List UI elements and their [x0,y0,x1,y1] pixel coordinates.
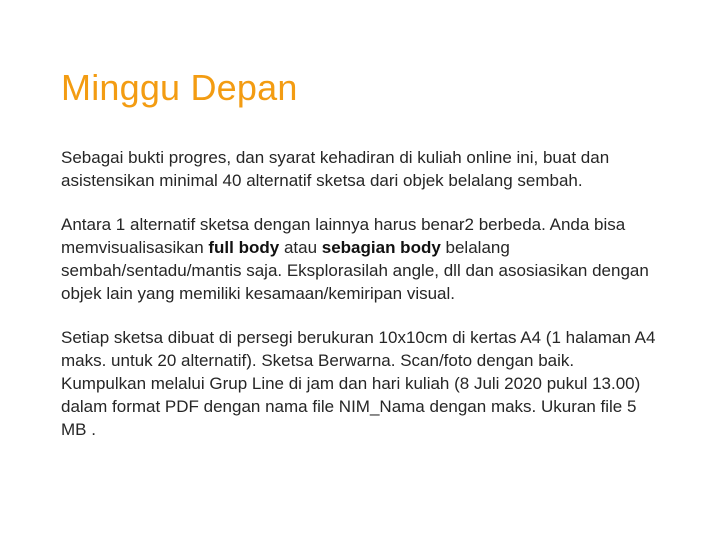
slide-body [61,146,661,462]
paragraph-alternatives [61,213,661,305]
slide-title: Minggu Depan [61,67,298,108]
bold-partial-body: sebagian body [321,238,441,257]
bold-full-body: full body [208,238,280,257]
paragraph-submission: Setiap sketsa dibuat di persegi berukuran 10x10cm di kertas A4 (1 halaman A4 maks. untuk 20 alternatif). Sketsa Berwarna. Scan/foto dengan baik. Kumpulkan melalui Grup Line di jam dan hari kuliah (8 Juli 2020 pukul 13.00) dalam format PDF dengan nama file NIM_Nama dengan maks. Ukuran file 5 MB . [61,328,656,439]
paragraph-alternatives-text-1: Antara 1 alternatif sketsa dengan lainnya harus benar2 berbeda. Anda bisa memvisualisasikan [61,215,626,257]
paragraph-alternatives-text-2: atau [279,238,322,257]
paragraph-intro: Sebagai bukti progres, dan syarat kehadiran di kuliah online ini, buat dan asistensikan minimal 40 alternatif sketsa dari objek belalang sembah. [61,148,610,190]
paragraph-alternatives-text-3: belalang sembah/sentadu/mantis saja. Eksplorasilah angle, dll dan asosiasikan dengan objek lain yang memiliki kesamaan/kemiripan visual. [61,238,649,303]
